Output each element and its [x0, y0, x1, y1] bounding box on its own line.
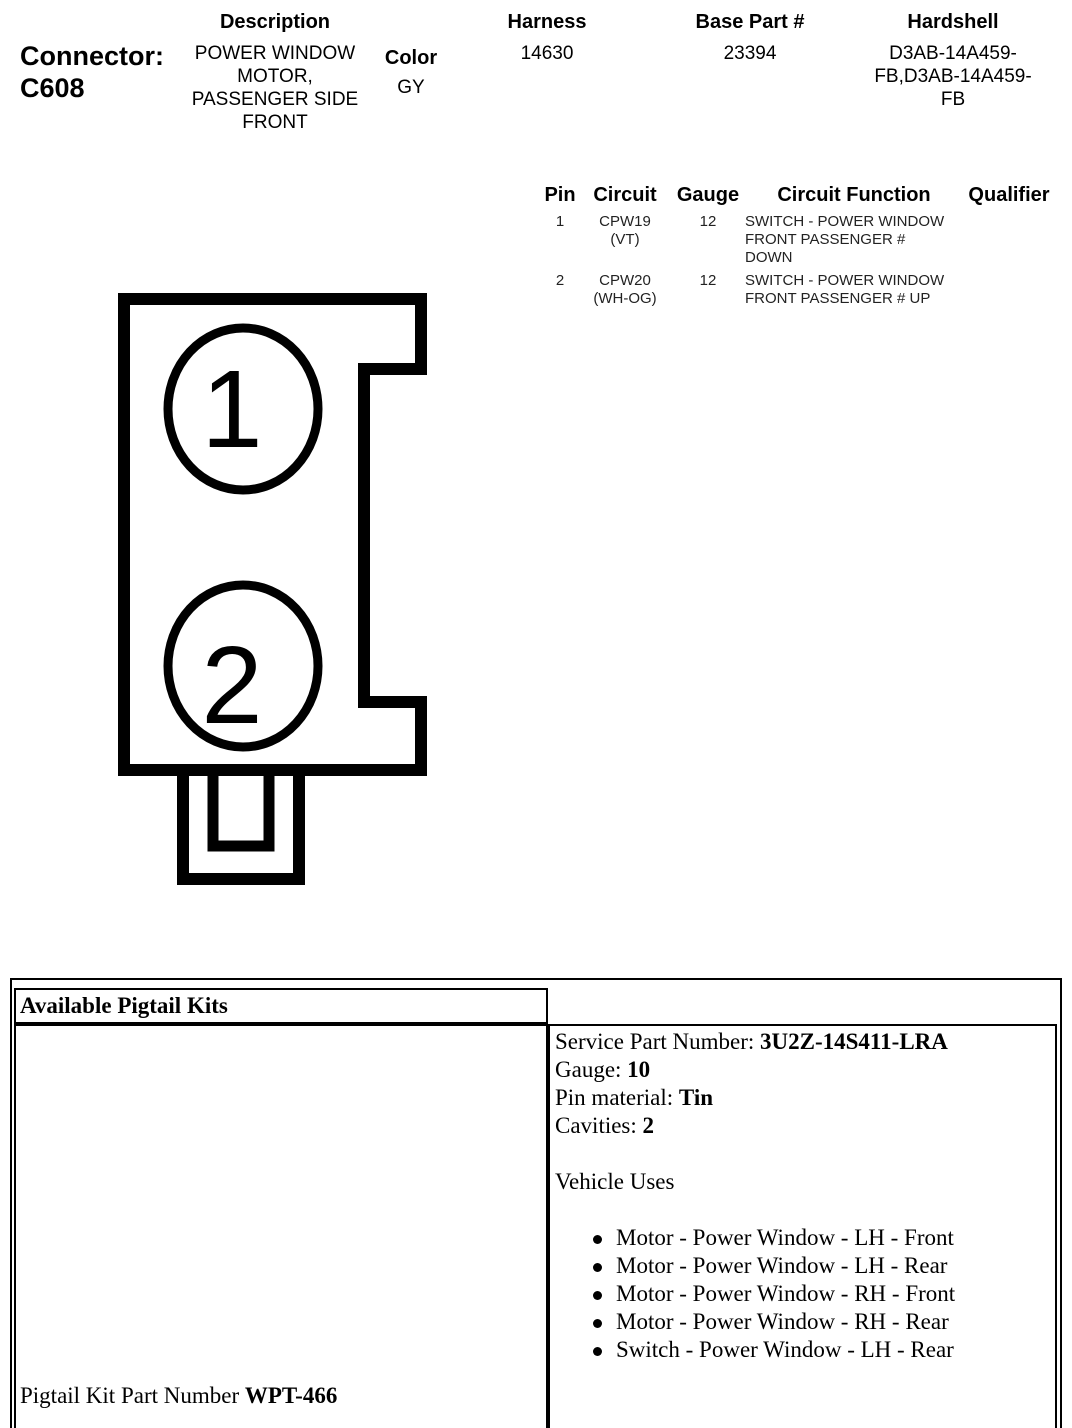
table-row-circuit — [582, 272, 668, 308]
harness-heading: Harness — [507, 11, 587, 33]
table-row-gauge: 12 — [699, 272, 717, 289]
connector-lock-tab — [183, 776, 299, 879]
bullet-icon — [593, 1263, 602, 1272]
hardshell-value — [853, 42, 1053, 111]
service-part-label: Service Part Number: — [555, 1029, 755, 1054]
pin-column-header — [538, 184, 582, 207]
table-row-pin: 1 — [555, 213, 565, 230]
pin-material-row — [555, 1084, 1055, 1112]
circuit-line: (WH-OG) — [593, 290, 657, 307]
pin-material-value: Tin — [678, 1085, 714, 1110]
connector-face-diagram — [110, 285, 450, 895]
function-line: DOWN — [745, 249, 793, 266]
list-item — [589, 1252, 1055, 1280]
pigtail-kit-part-number — [20, 1382, 337, 1410]
pin-material-label: Pin material: — [555, 1085, 674, 1110]
connector-lock-tab-inner — [213, 776, 269, 846]
list-item — [589, 1336, 1055, 1364]
pigtail-details-cell — [548, 1024, 1057, 1428]
gauge-header-text: Gauge — [676, 184, 740, 206]
function-line: SWITCH - POWER WINDOW — [745, 272, 945, 289]
list-item — [589, 1224, 1055, 1252]
bullet-icon — [593, 1235, 602, 1244]
base-part-heading: Base Part # — [695, 11, 805, 33]
qualifier-header-text: Qualifier — [968, 184, 1050, 206]
circuit-line: (VT) — [610, 231, 640, 248]
color-heading: Color — [384, 47, 438, 69]
pigtail-title-cell — [14, 988, 548, 1024]
color-value: GY — [397, 77, 425, 98]
hardshell-line: FB — [940, 89, 966, 110]
list-item — [589, 1280, 1055, 1308]
vehicle-uses-heading: Vehicle Uses — [555, 1169, 675, 1194]
service-part-value: 3U2Z-14S411-LRA — [760, 1029, 948, 1054]
gauge-column-header — [672, 184, 744, 207]
table-row-pin: 2 — [555, 272, 565, 289]
connector-label — [20, 40, 164, 104]
pin-header-text: Pin — [544, 184, 576, 206]
connector-housing — [124, 299, 421, 770]
connector-label-text: Connector: — [20, 41, 164, 71]
vehicle-use-text: Motor - Power Window - LH - Front — [616, 1225, 954, 1250]
cavities-row — [555, 1112, 1055, 1140]
pigtail-image-cell — [14, 1024, 548, 1428]
table-row-function — [745, 213, 965, 267]
vehicle-use-text: Switch - Power Window - LH - Rear — [616, 1337, 954, 1362]
list-item — [589, 1308, 1055, 1336]
description-line: PASSENGER SIDE — [191, 89, 359, 110]
kit-part-value: WPT-466 — [244, 1383, 338, 1408]
cavities-label: Cavities: — [555, 1113, 637, 1138]
bullet-icon — [593, 1291, 602, 1300]
hardshell-heading: Hardshell — [907, 11, 999, 33]
vehicle-use-text: Motor - Power Window - RH - Front — [616, 1281, 956, 1306]
pin-label-1: 1 — [201, 348, 263, 471]
gauge-row — [555, 1056, 1055, 1084]
vehicle-use-text: Motor - Power Window - LH - Rear — [616, 1253, 948, 1278]
description-heading: Description — [219, 11, 331, 33]
service-part-number — [555, 1028, 1055, 1056]
function-header-text: Circuit Function — [777, 184, 931, 206]
table-row-gauge: 12 — [699, 213, 717, 230]
bullet-icon — [593, 1319, 602, 1328]
bullet-icon — [593, 1347, 602, 1356]
function-line: FRONT PASSENGER # — [745, 231, 906, 248]
table-row-function — [745, 272, 965, 308]
qualifier-column-header — [960, 184, 1058, 207]
hardshell-line: D3AB-14A459- — [889, 43, 1017, 64]
hardshell-line: FB,D3AB-14A459- — [874, 66, 1032, 87]
vehicle-use-text: Motor - Power Window - RH - Rear — [616, 1309, 949, 1334]
circuit-line: CPW20 — [599, 272, 651, 289]
function-line: SWITCH - POWER WINDOW — [745, 213, 945, 230]
pin-label-2: 2 — [201, 624, 263, 747]
kit-part-label: Pigtail Kit Part Number — [20, 1383, 240, 1408]
gauge-label: Gauge: — [555, 1057, 622, 1082]
table-row-circuit — [582, 213, 668, 249]
connector-id: C608 — [20, 73, 85, 103]
pigtail-title: Available Pigtail Kits — [20, 993, 228, 1018]
base-part-value: 23394 — [723, 43, 777, 64]
description-line: FRONT — [242, 112, 308, 133]
function-column-header — [760, 184, 948, 207]
circuit-header-text: Circuit — [593, 184, 657, 206]
description-line: MOTOR, — [237, 66, 313, 87]
harness-value: 14630 — [520, 43, 574, 64]
function-line: FRONT PASSENGER # UP — [745, 290, 931, 307]
description-line: POWER WINDOW — [194, 43, 356, 64]
circuit-column-header — [587, 184, 663, 207]
circuit-line: CPW19 — [599, 213, 651, 230]
gauge-value: 10 — [627, 1057, 651, 1082]
cavities-value: 2 — [642, 1113, 655, 1138]
description-value — [170, 42, 380, 134]
vehicle-uses-list — [589, 1224, 1055, 1364]
